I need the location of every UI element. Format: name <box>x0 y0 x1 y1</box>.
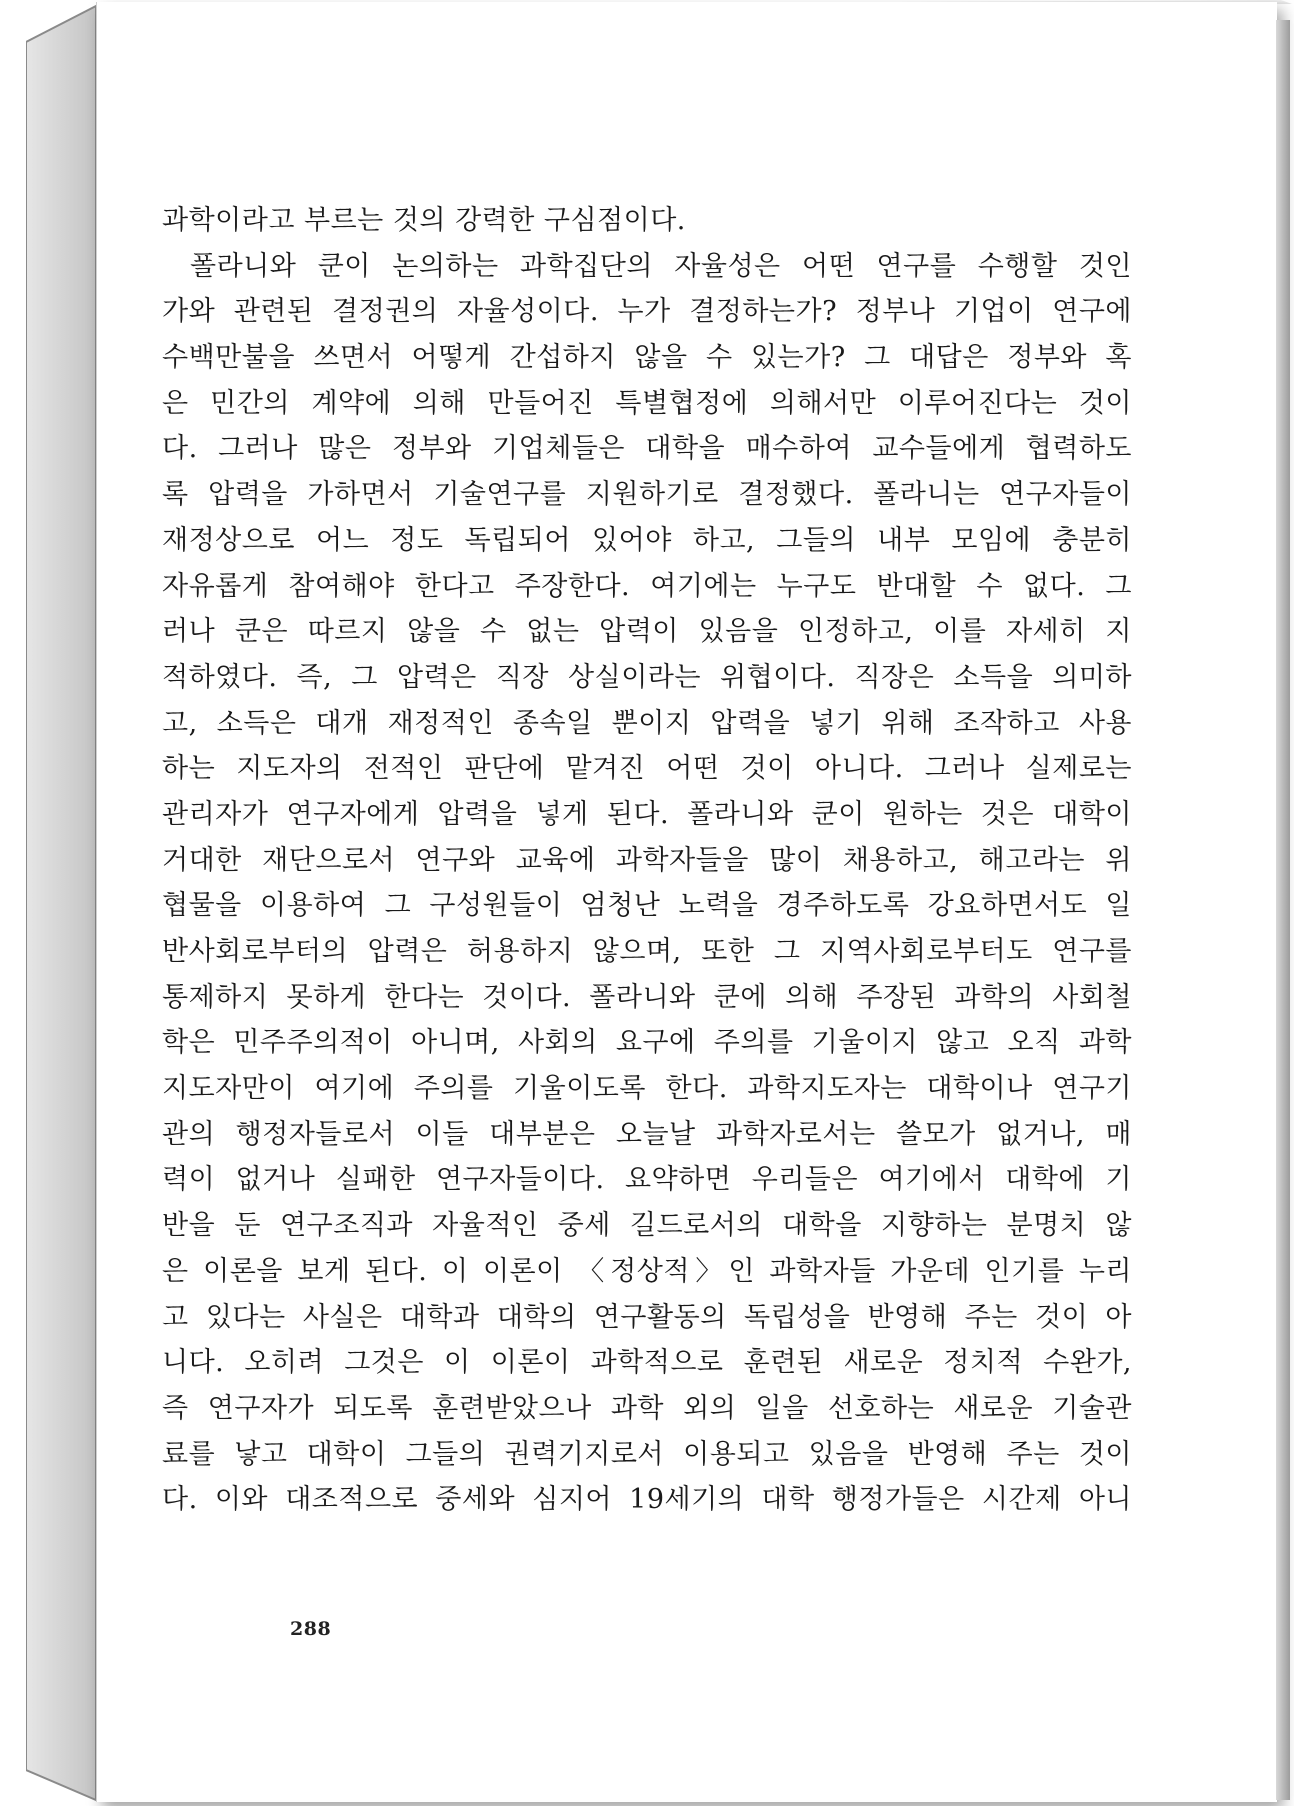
text-line: 반을 둔 연구조직과 자율적인 중세 길드로서의 대학을 지향하는 분명치 않 <box>162 1210 1132 1242</box>
text-line: 관의 행정자들로서 이들 대부분은 오늘날 과학자로서는 쓸모가 없거나, 매 <box>162 1118 1132 1150</box>
text-line: 반사회로부터의 압력은 허용하지 않으며, 또한 그 지역사회로부터도 연구를 <box>162 936 1132 967</box>
text-line: 관리자가 연구자에게 압력을 넣게 된다. 폴라니와 쿤이 원하는 것은 대학이 <box>162 798 1132 830</box>
text-line: 러나 쿤은 따르지 않을 수 없는 압력이 있음을 인정하고, 이를 자세히 지 <box>162 616 1132 648</box>
page-body-text <box>162 198 1132 1523</box>
text-line: 과학이라고 부르는 것의 강력한 구심점이다. <box>162 205 686 236</box>
text-line: 다. 이와 대조적으로 중세와 심지어 19세기의 대학 행정가들은 시간제 아니 <box>162 1484 1132 1516</box>
text-line: 폴라니와 쿤이 논의하는 과학집단의 자율성은 어떤 연구를 수행할 것인 <box>190 250 1132 282</box>
text-line: 력이 없거나 실패한 연구자들이다. 요약하면 우리들은 여기에서 대학에 기 <box>162 1164 1132 1196</box>
text-line: 수백만불을 쓰면서 어떻게 간섭하지 않을 수 있는가? 그 대답은 정부와 혹 <box>162 342 1132 374</box>
text-line: 적하였다. 즉, 그 압력은 직장 상실이라는 위협이다. 직장은 소득을 의미하 <box>162 661 1132 693</box>
text-line: 고 있다는 사실은 대학과 대학의 연구활동의 독립성을 반영해 주는 것이 아 <box>162 1301 1132 1333</box>
text-line: 지도자만이 여기에 주의를 기울이도록 한다. 과학지도자는 대학이나 연구기 <box>162 1073 1132 1105</box>
text-line: 하는 지도자의 전적인 판단에 맡겨진 어떤 것이 아니다. 그러나 실제로는 <box>162 753 1132 785</box>
text-line: 재정상으로 어느 정도 독립되어 있어야 하고, 그들의 내부 모임에 충분히 <box>162 524 1132 556</box>
text-line: 즉 연구자가 되도록 훈련받았으나 과학 외의 일을 선호하는 새로운 기술관 <box>162 1392 1132 1424</box>
text-line: 가와 관련된 결정권의 자율성이다. 누가 결정하는가? 정부나 기업이 연구에 <box>162 296 1132 328</box>
page-number: 288 <box>290 1618 332 1640</box>
text-line: 고, 소득은 대개 재정적인 종속일 뿐이지 압력을 넣기 위해 조작하고 사용 <box>162 707 1132 739</box>
text-line: 다. 그러나 많은 정부와 기업체들은 대학을 매수하여 교수들에게 협력하도 <box>162 433 1132 465</box>
text-line: 자유롭게 참여해야 한다고 주장한다. 여기에는 누구도 반대할 수 없다. 그 <box>162 570 1132 602</box>
text-line: 거대한 재단으로서 연구와 교육에 과학자들을 많이 채용하고, 해고라는 위 <box>162 844 1132 876</box>
text-line: 통제하지 못하게 한다는 것이다. 폴라니와 쿤에 의해 주장된 과학의 사회철 <box>162 981 1132 1013</box>
text-line: 학은 민주주의적이 아니며, 사회의 요구에 주의를 기울이지 않고 오직 과학 <box>162 1027 1132 1059</box>
page-right-edge <box>1276 20 1290 1800</box>
text-line: 료를 낳고 대학이 그들의 권력기지로서 이용되고 있음을 반영해 주는 것이 <box>162 1438 1132 1470</box>
text-line: 은 이론을 보게 된다. 이 이론이 〈정상적〉인 과학자들 가운데 인기를 누리 <box>162 1255 1132 1287</box>
text-line: 협물을 이용하여 그 구성원들이 엄청난 노력을 경주하도록 강요하면서도 일 <box>162 890 1132 922</box>
text-line: 록 압력을 가하면서 기술연구를 지원하기로 결정했다. 폴라니는 연구자들이 <box>162 479 1132 511</box>
text-line: 니다. 오히려 그것은 이 이론이 과학적으로 훈련된 새로운 정치적 수완가, <box>162 1347 1132 1379</box>
text-line: 은 민간의 계약에 의해 만들어진 특별협정에 의해서만 이루어진다는 것이 <box>162 387 1132 419</box>
